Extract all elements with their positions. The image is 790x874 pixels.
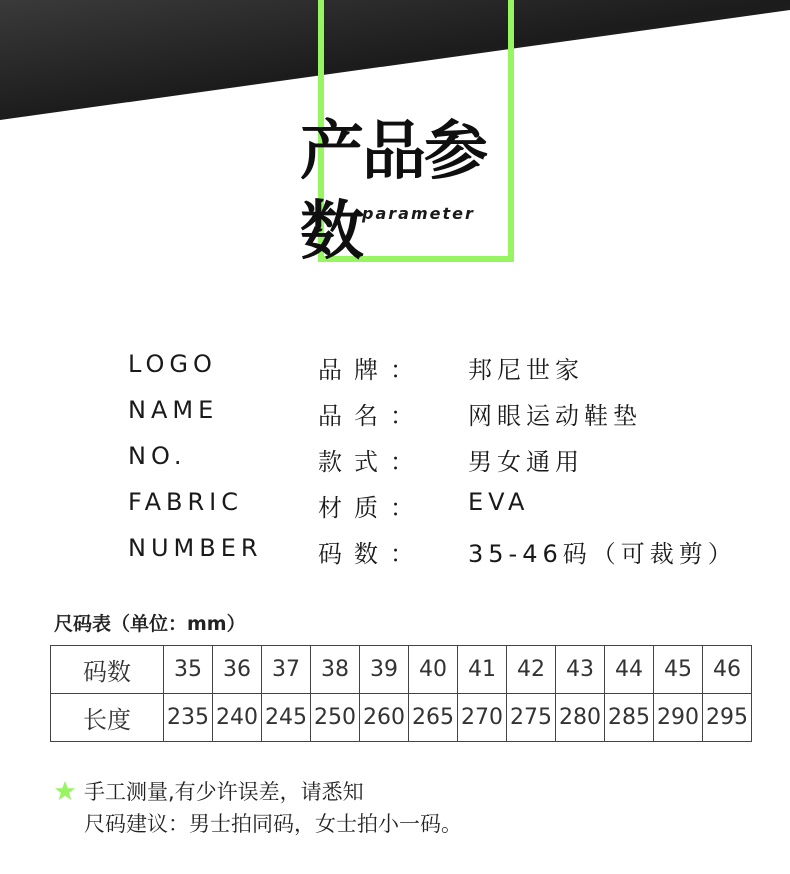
param-label-cn: 款式：: [318, 448, 426, 476]
param-label-en: NO.: [128, 442, 187, 470]
param-label-cn: 材质：: [318, 494, 426, 522]
length-cell: 295: [703, 694, 752, 742]
size-cell: 41: [458, 646, 507, 694]
size-cell: 45: [654, 646, 703, 694]
param-value: EVA: [468, 488, 530, 516]
length-cell: 235: [164, 694, 213, 742]
size-table: [50, 645, 752, 742]
length-cell: 270: [458, 694, 507, 742]
size-cell: 43: [556, 646, 605, 694]
size-cell: 44: [605, 646, 654, 694]
length-cell: 285: [605, 694, 654, 742]
param-row-logo: [128, 350, 768, 384]
table-row-sizes: [51, 646, 752, 694]
param-value: 35-46码（可裁剪）: [468, 540, 737, 568]
size-cell: 37: [262, 646, 311, 694]
param-row-no: [128, 442, 768, 476]
length-cell: 240: [213, 694, 262, 742]
length-cell: 260: [360, 694, 409, 742]
length-cell: 275: [507, 694, 556, 742]
length-cell: 245: [262, 694, 311, 742]
size-cell: 39: [360, 646, 409, 694]
size-cell: 38: [311, 646, 360, 694]
row-label-length: 长度: [51, 694, 164, 742]
size-cell: 42: [507, 646, 556, 694]
param-label-cn: 品牌：: [318, 356, 426, 384]
param-row-number: [128, 534, 768, 568]
param-label-cn: 码数：: [318, 540, 426, 568]
param-value: 网眼运动鞋垫: [468, 402, 642, 430]
param-row-fabric: [128, 488, 768, 522]
param-value: 男女通用: [468, 448, 584, 476]
page-subtitle: parameter: [362, 204, 475, 223]
param-label-en: LOGO: [128, 350, 217, 378]
size-cell: 40: [409, 646, 458, 694]
param-label-en: FABRIC: [128, 488, 243, 516]
table-row-lengths: [51, 694, 752, 742]
note-line-1: 手工测量,有少许误差，请悉知: [84, 780, 364, 804]
param-label-cn: 品名：: [318, 402, 426, 430]
row-label-size: 码数: [51, 646, 164, 694]
length-cell: 280: [556, 694, 605, 742]
param-label-en: NUMBER: [128, 534, 263, 562]
param-value: 邦尼世家: [468, 356, 584, 384]
size-cell: 46: [703, 646, 752, 694]
param-row-name: [128, 396, 768, 430]
note-line-2: 尺码建议：男士拍同码，女士拍小一码。: [84, 812, 462, 836]
size-cell: 36: [213, 646, 262, 694]
size-table-caption: 尺码表（单位：mm）: [54, 613, 246, 635]
length-cell: 290: [654, 694, 703, 742]
star-icon: [54, 780, 76, 802]
length-cell: 250: [311, 694, 360, 742]
size-cell: 35: [164, 646, 213, 694]
page-title: 产品参数: [300, 115, 486, 269]
param-label-en: NAME: [128, 396, 219, 424]
length-cell: 265: [409, 694, 458, 742]
